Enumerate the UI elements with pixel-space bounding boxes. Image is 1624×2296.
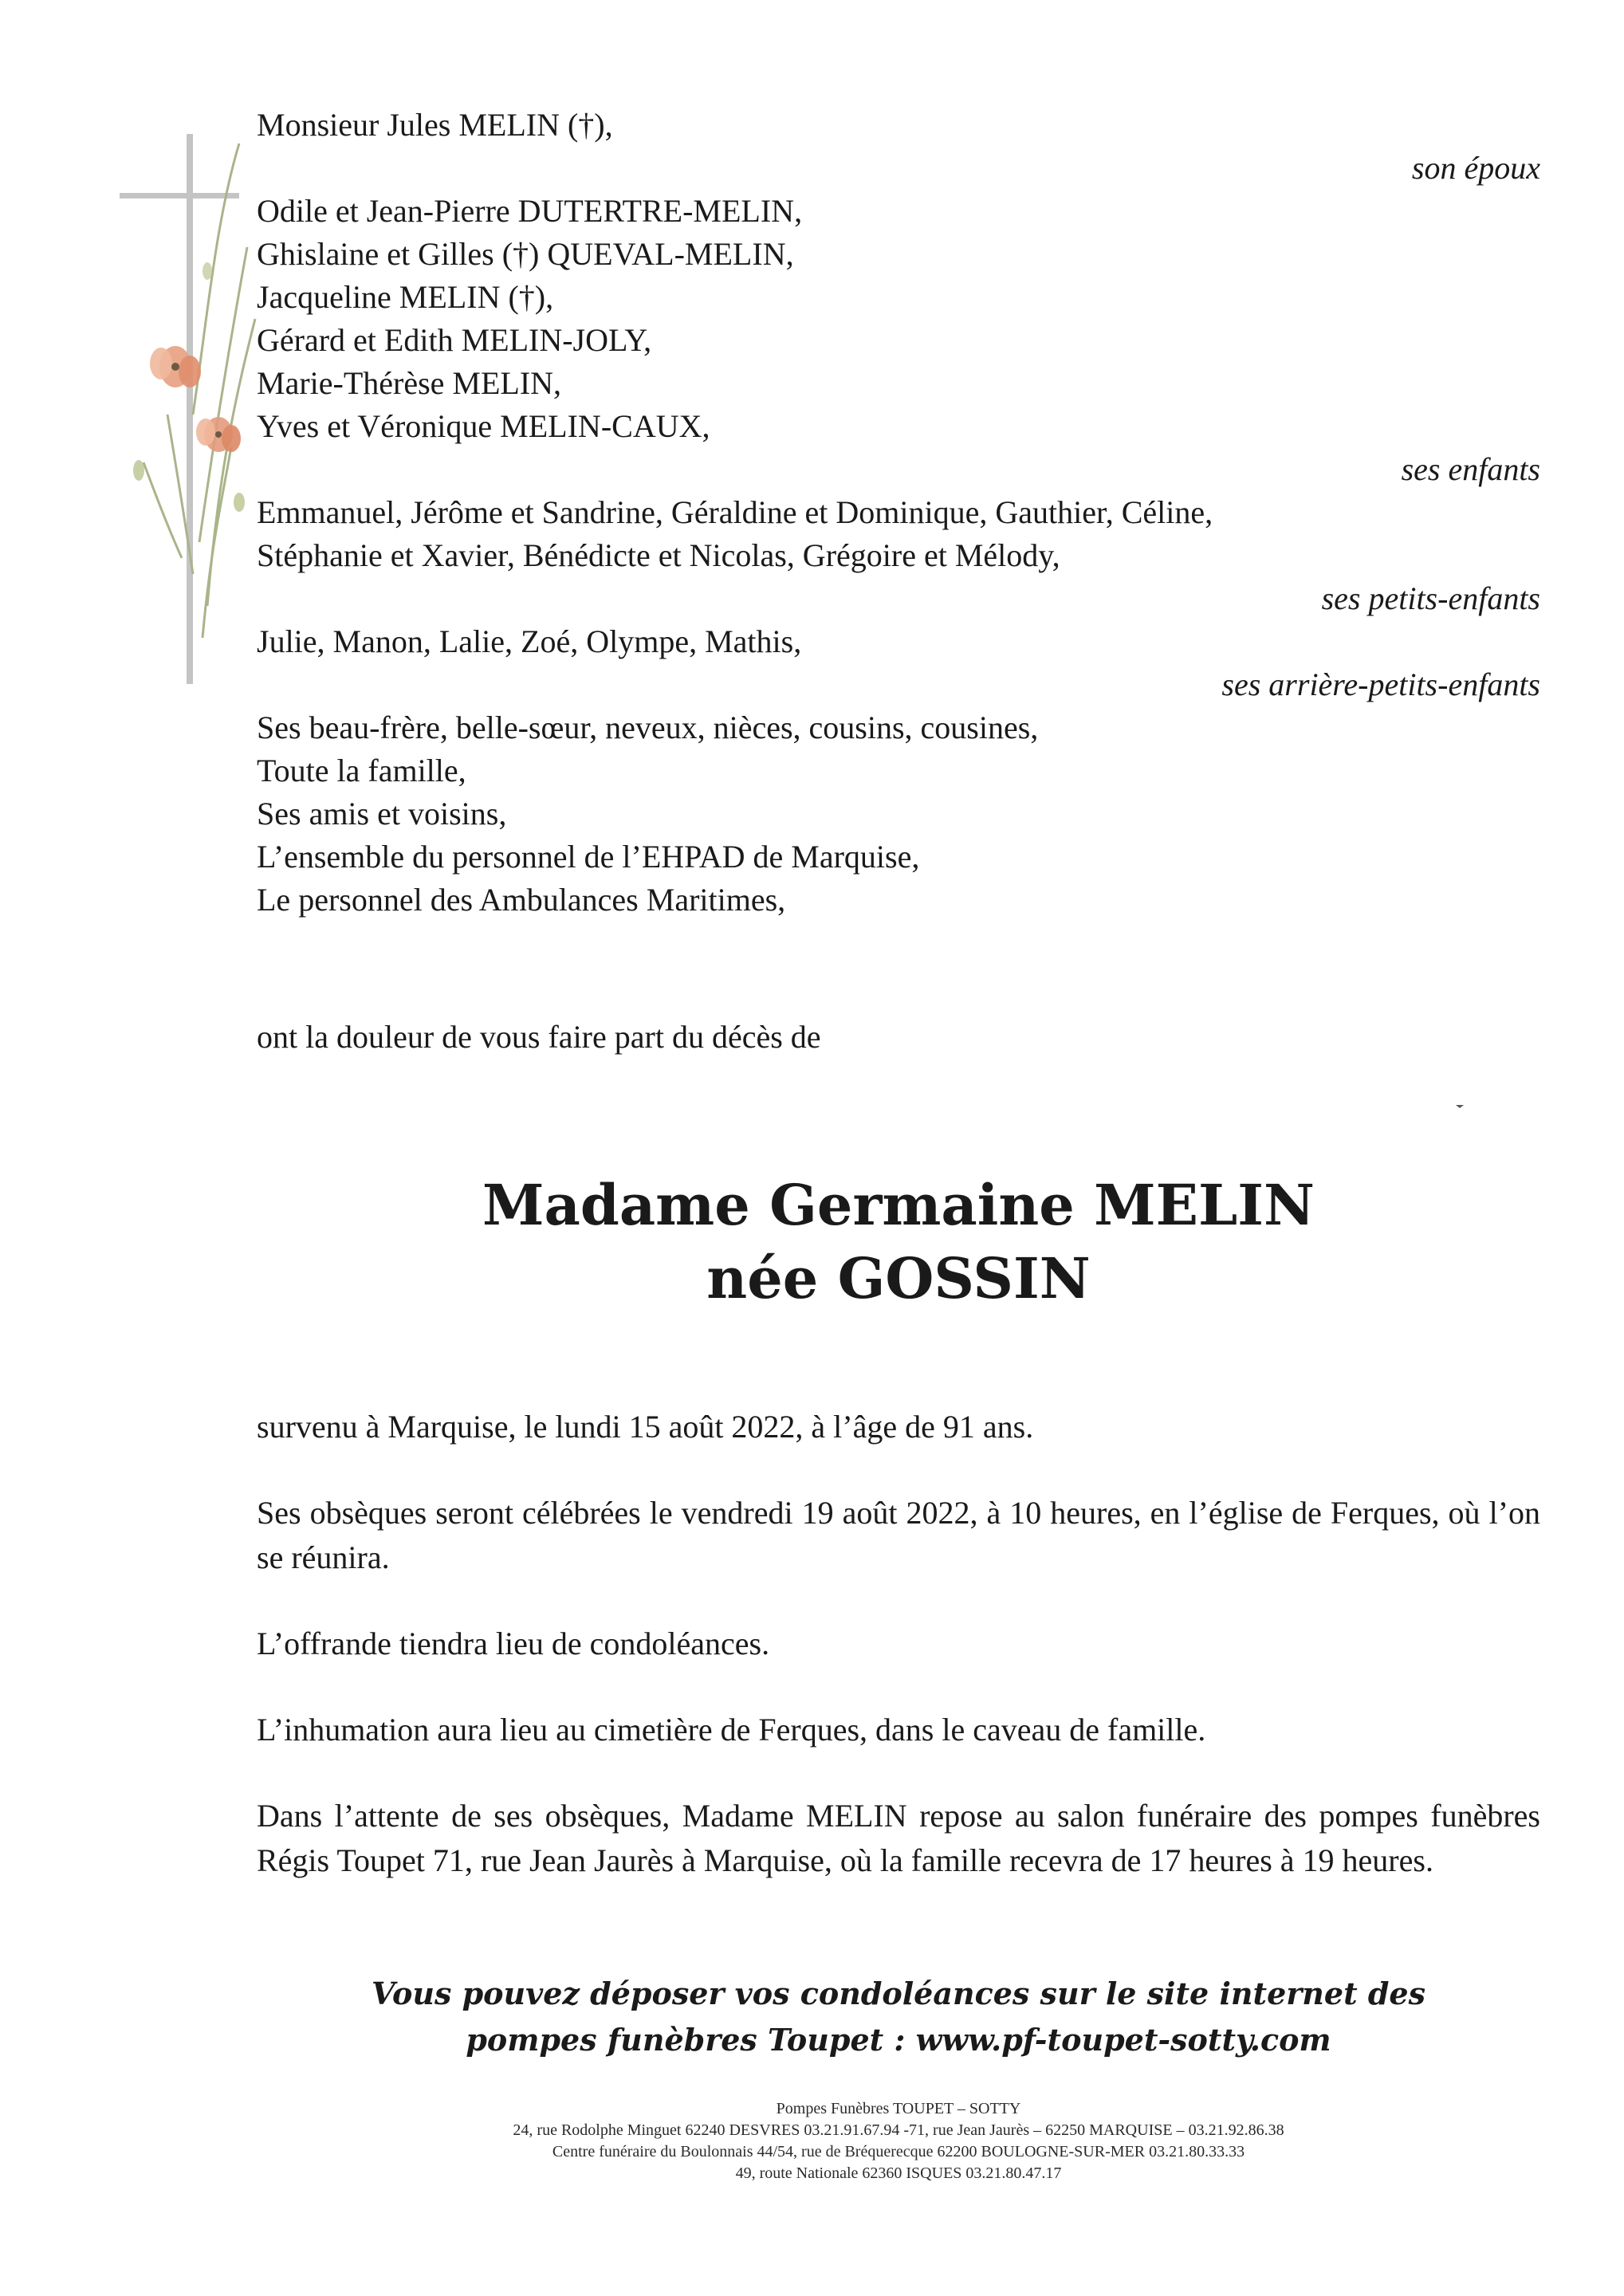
family-line-child: Gérard et Edith MELIN-JOLY,: [257, 322, 652, 358]
family-line-child: Ghislaine et Gilles (†) QUEVAL-MELIN,: [257, 236, 794, 272]
family-line-ehpad: L’ensemble du personnel de l’EHPAD de Marquise,: [257, 839, 920, 875]
grass-stems: [144, 144, 255, 638]
family-list: [257, 104, 1540, 922]
condolences-web-note: [257, 1971, 1540, 2063]
family-line-child: Yves et Véronique MELIN-CAUX,: [257, 408, 710, 444]
funeral-home-footer: [257, 2098, 1540, 2184]
family-line-ambulances: Le personnel des Ambulances Maritimes,: [257, 882, 786, 918]
footer-address: 24, rue Rodolphe Minguet 62240 DESVRES 03.21.91.67.94 -71, rue Jean Jaurès – 62250 MARQUISE – 03.21.92.86.38: [513, 2121, 1284, 2139]
family-line-child: Odile et Jean-Pierre DUTERTRE-MELIN,: [257, 193, 803, 229]
scan-mark: [1456, 1105, 1464, 1108]
family-line-friends: Ses amis et voisins,: [257, 796, 507, 832]
death-info: survenu à Marquise, le lundi 15 août 2022, à l’âge de 91 ans.: [257, 1409, 1034, 1445]
funeral-details: [257, 1405, 1540, 1924]
family-line-grandchildren: Emmanuel, Jérôme et Sandrine, Géraldine et Dominique, Gauthier, Céline,: [257, 494, 1213, 530]
relation-great-grandchildren: ses arrière-petits-enfants: [1221, 666, 1540, 702]
relation-grandchildren: ses petits-enfants: [1321, 580, 1540, 616]
footer-address: Centre funéraire du Boulonnais 44/54, rue de Bréquerecque 62200 BOULOGNE-SUR-MER 03.21.80.33.33: [552, 2143, 1245, 2160]
offering-info: L’offrande tiendra lieu de condoléances.: [257, 1626, 770, 1661]
deceased-name: Madame Germaine MELIN: [482, 1172, 1315, 1238]
footer-company: Pompes Funèbres TOUPET – SOTTY: [776, 2100, 1021, 2117]
family-line-family: Toute la famille,: [257, 753, 466, 788]
announcement: ont la douleur de vous faire part du décès de: [257, 1019, 821, 1055]
family-line-child: Jacqueline MELIN (†),: [257, 279, 554, 315]
burial-info: L’inhumation aura lieu au cimetière de Ferques, dans le caveau de famille.: [257, 1712, 1206, 1748]
funeral-info: Ses obsèques seront célébrées le vendredi 19 août 2022, à 10 heures, en l’église de Ferques, où l’on se réunira.: [257, 1495, 1540, 1575]
deceased-maiden-name: née GOSSIN: [706, 1245, 1091, 1311]
web-note-line-1: Vous pouvez déposer vos condoléances sur le site internet des: [371, 1976, 1425, 2011]
cross-flowers-decoration: [120, 128, 279, 686]
family-line-grandchildren: Stéphanie et Xavier, Bénédicte et Nicolas, Grégoire et Mélody,: [257, 537, 1060, 573]
relation-spouse: son époux: [1411, 150, 1540, 186]
family-line-great-grandchildren: Julie, Manon, Lalie, Zoé, Olympe, Mathis,: [257, 623, 802, 659]
deceased-name-block: [257, 1169, 1540, 1315]
family-line-relatives: Ses beau-frère, belle-sœur, neveux, nièces, cousins, cousines,: [257, 710, 1039, 745]
web-note-line-2[interactable]: pompes funèbres Toupet : www.pf-toupet-sotty.com: [466, 2022, 1331, 2058]
family-line-child: Marie-Thérèse MELIN,: [257, 365, 562, 401]
visitation-info: Dans l’attente de ses obsèques, Madame MELIN repose au salon funéraire des pompes funèbres Régis Toupet 71, rue Jean Jaurès à Marquise, où la famille recevra de 17 heures à 19 heures.: [257, 1798, 1540, 1878]
footer-address: 49, route Nationale 62360 ISQUES 03.21.80.47.17: [735, 2164, 1062, 2182]
family-line-spouse: Monsieur Jules MELIN (†),: [257, 107, 613, 143]
relation-children: ses enfants: [1401, 451, 1540, 487]
